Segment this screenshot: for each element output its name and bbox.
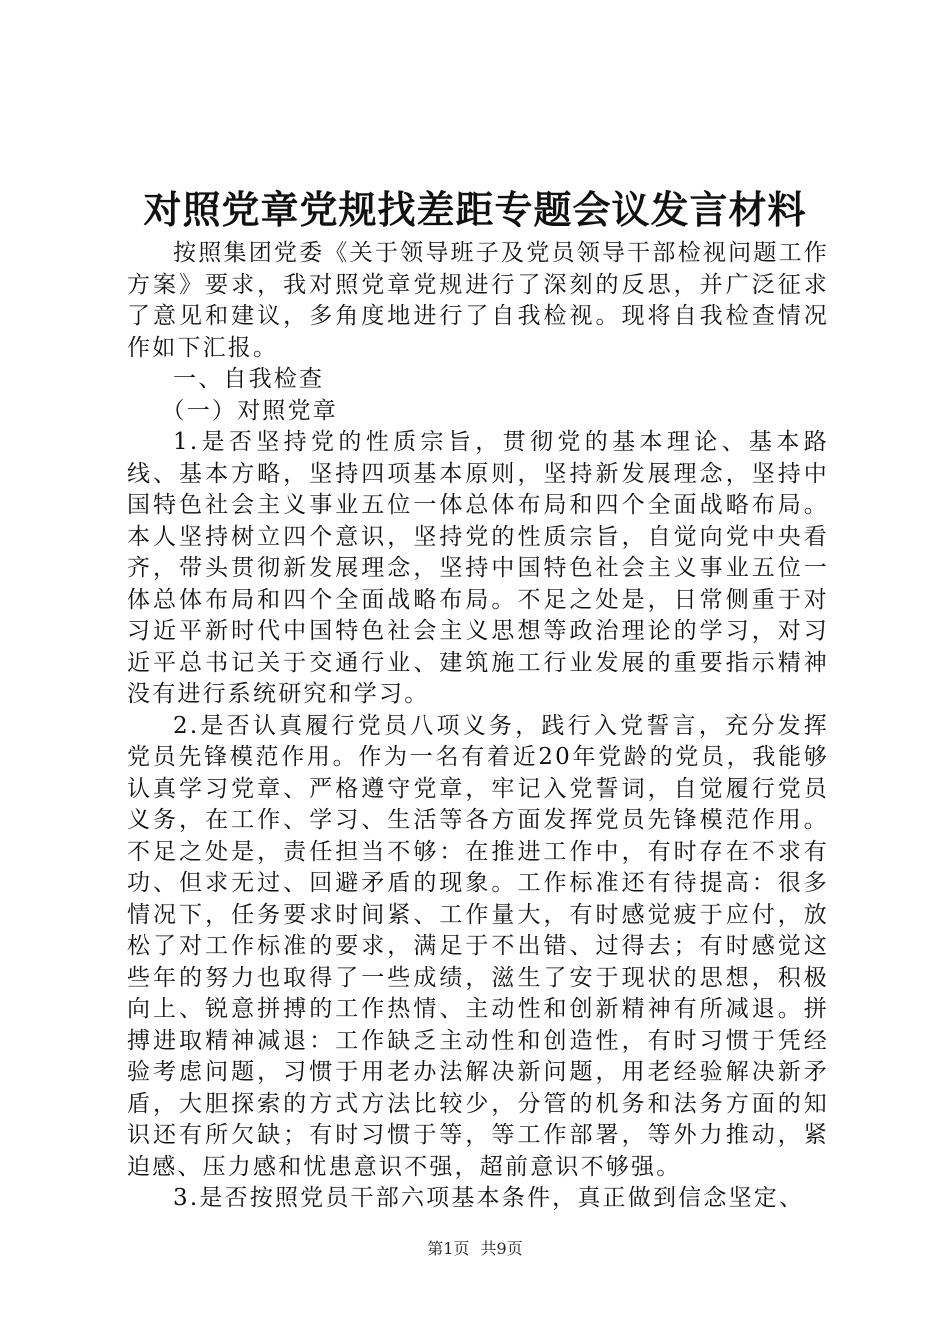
body-paragraph: 2.是否认真履行党员八项义务，践行入党誓言，充分发挥党员先锋模范作用。作为一名有着近20年党龄的党员，我能够认真学习党章、严格遵守党章，牢记入党誓词，自觉履行党员义务，在工作、学习、生活等各方面发挥党员先锋模范作用。不足之处是，责任担当不够：在推进工作中，有时存在不求有功、但求无过、回避矛盾的现象。工作标准还有待提高：很多情况下，任务要求时间紧、工作量大，有时感觉疲于应付，放松了对工作标准的要求，满足于不出错、过得去；有时感觉这些年的努力也取得了一些成绩，滋生了安于现状的思想，积极向上、锐意拼搏的工作热情、主动性和创新精神有所减退。拼搏进取精神减退：工作缺乏主动性和创造性，有时习惯于凭经验考虑问题，习惯于用老办法解决新问题，用老经验解决新矛盾，大胆探索的方式方法比较少，分管的机务和法务方面的知识还有所欠缺；有时习惯于等，等工作部署，等外力推动，紧迫感、压力感和忧患意识不强，超前意识不够强。 [127,712,829,1180]
page-number: 第1页 [427,1239,470,1258]
intro-paragraph: 按照集团党委《关于领导班子及党员领导干部检视问题工作方案》要求，我对照党章党规进行了深刻的反思，并广泛征求了意见和建议，多角度地进行了自我检视。现将自我检查情况作如下汇报。 [127,240,829,361]
document-body [127,238,829,1215]
page-footer [0,1238,950,1260]
body-paragraph: 3.是否按照党员干部六项基本条件，真正做到信念坚定、 [173,1185,805,1211]
page-total: 共9页 [480,1239,523,1258]
subsection-heading: （一）对照党章 [161,397,338,424]
document-title: 对照党章党规找差距专题会议发言材料 [143,187,807,232]
body-paragraph: 1.是否坚持党的性质宗旨，贯彻党的基本理论、基本路线、基本方略，坚持四项基本原则，坚持新发展理念，坚持中国特色社会主义事业五位一体总体布局和四个全面战略布局。本人坚持树立四个意识，坚持党的性质宗旨，自觉向党中央看齐，带头贯彻新发展理念，坚持中国特色社会主义事业五位一体总体布局和四个全面战略布局。不足之处是，日常侧重于对习近平新时代中国特色社会主义思想等政治理论的学习，对习近平总书记关于交通行业、建筑施工行业发展的重要指示精神没有进行系统研究和学习。 [127,429,829,707]
section-heading: 一、自我检查 [173,366,325,392]
